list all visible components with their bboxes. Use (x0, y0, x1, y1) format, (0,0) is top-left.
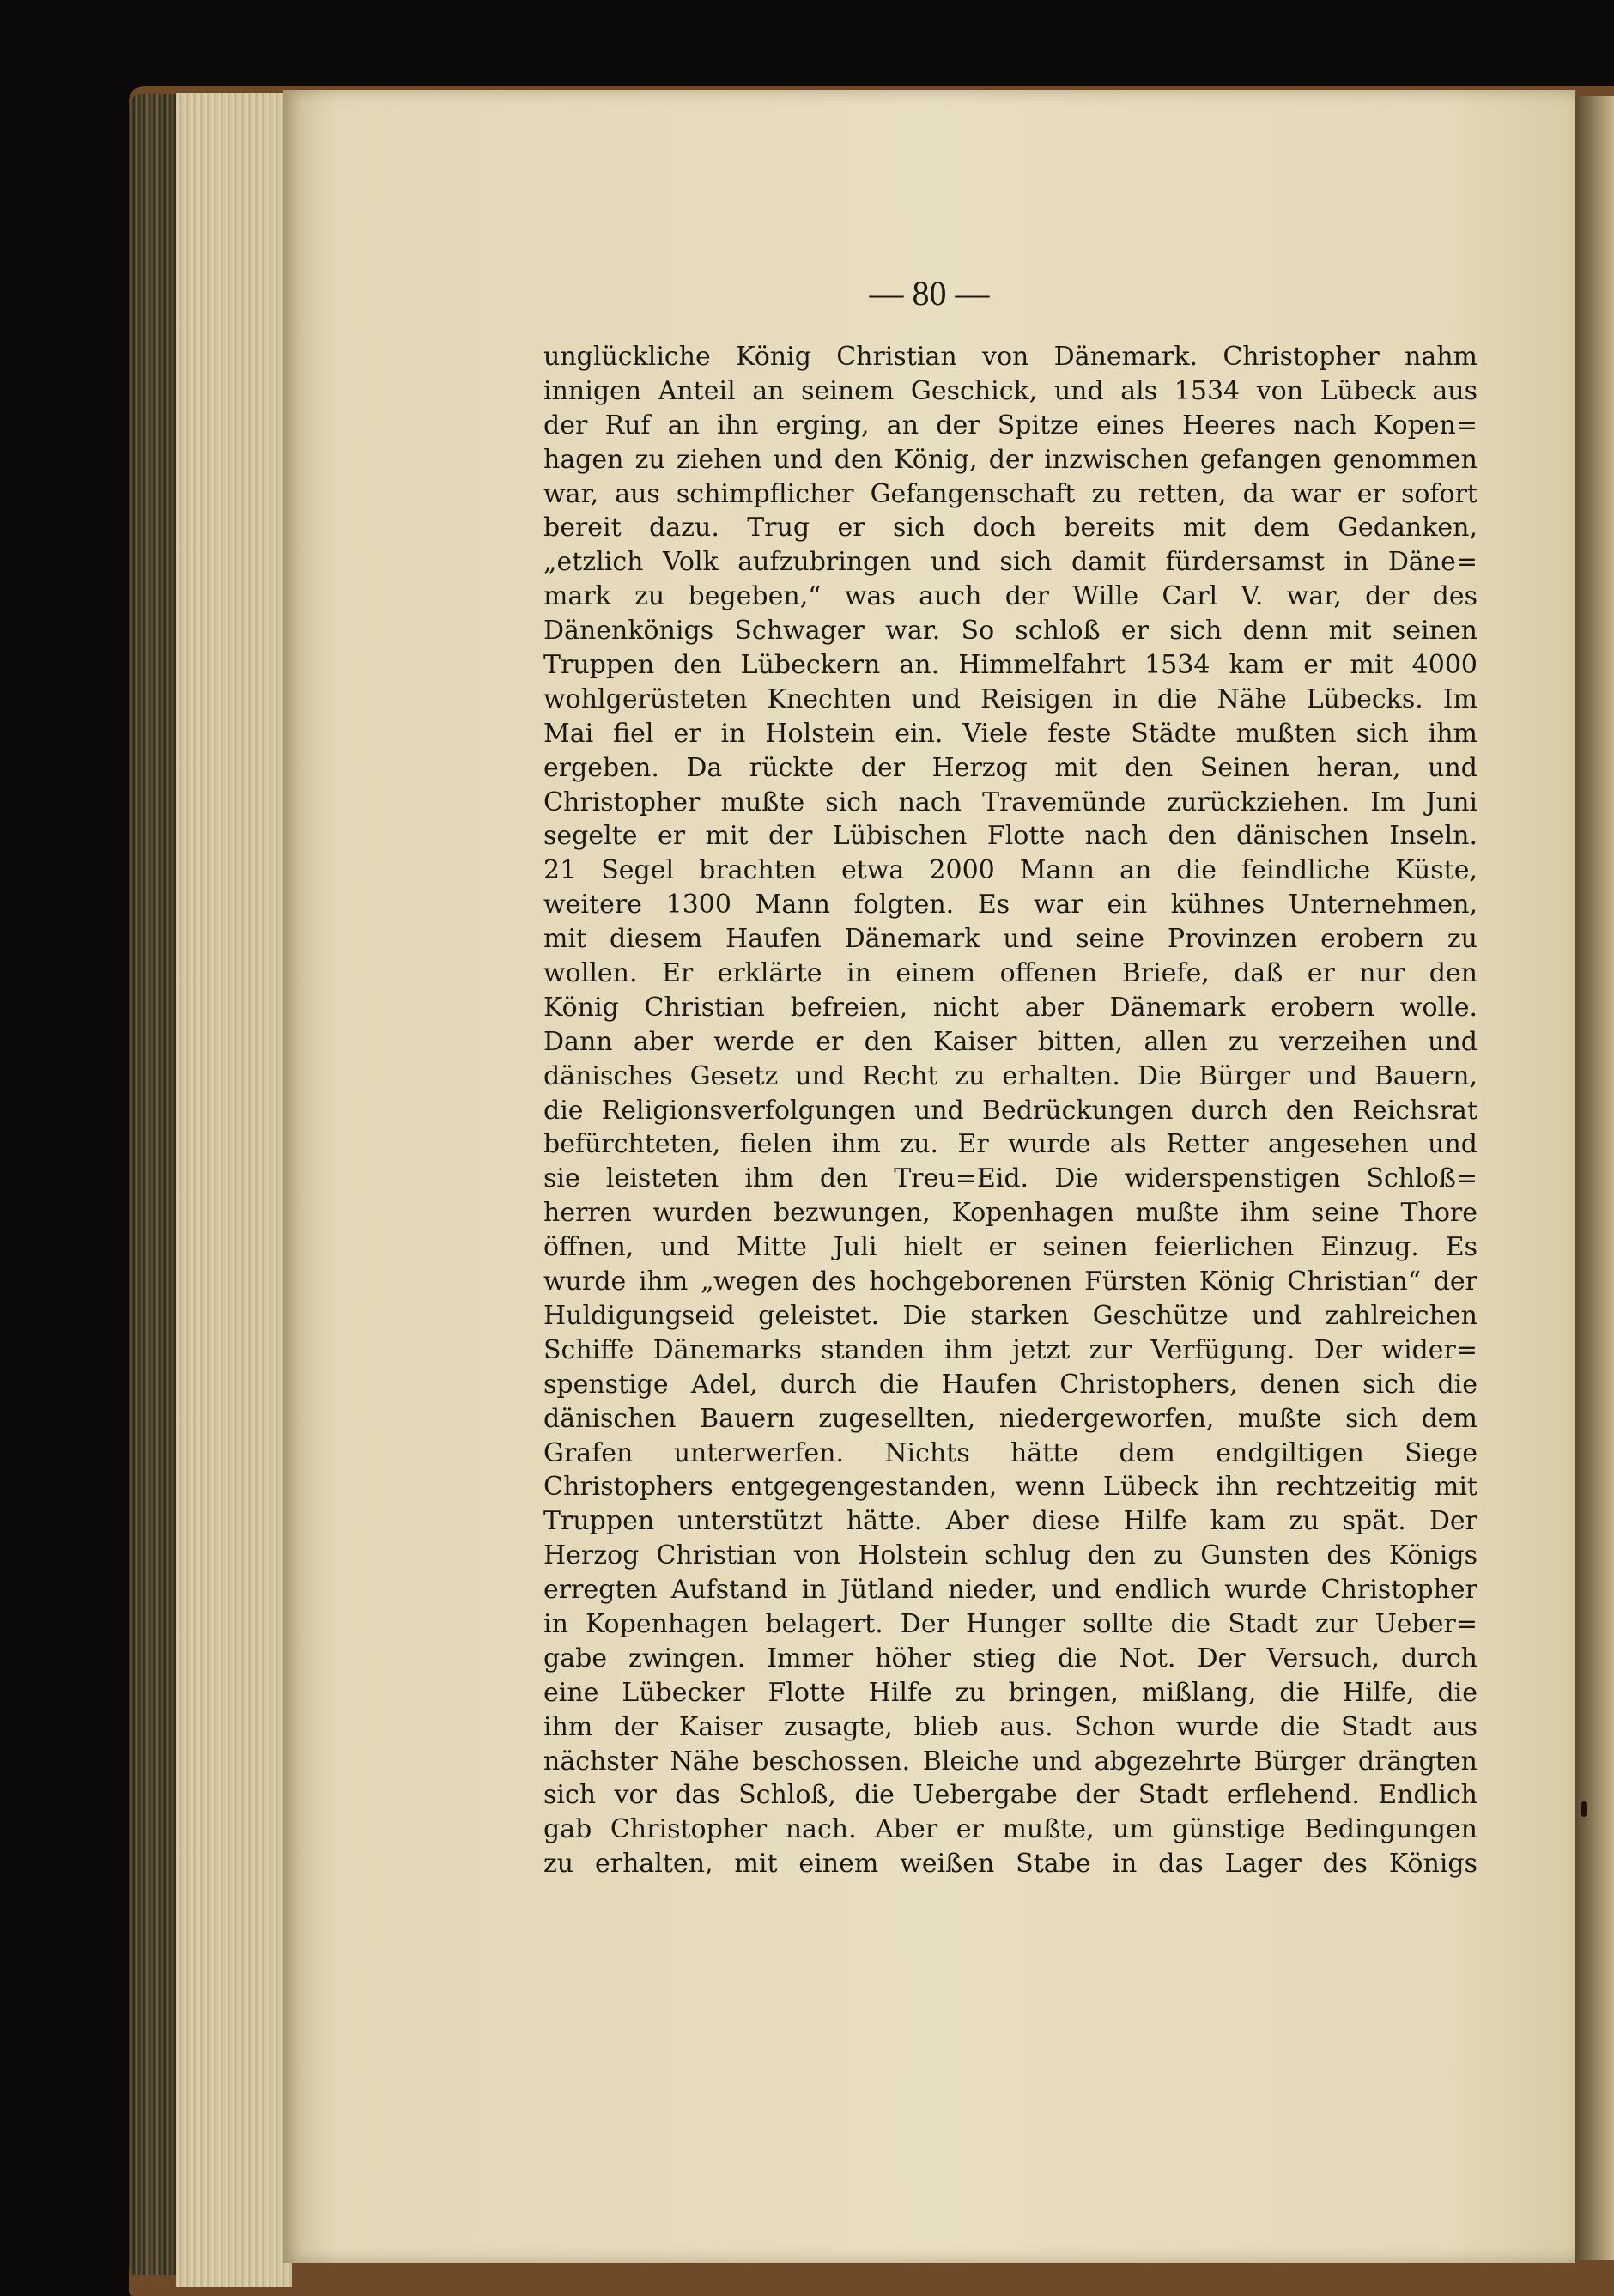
text-line: bereit dazu. Trug er sich doch bereits mit dem Gedanken, (543, 513, 1477, 544)
next-page-edge (1575, 96, 1614, 2260)
text-line: wollen. Er erklärte in einem offenen Briefe, daß er nur den (543, 958, 1477, 989)
text-line: Grafen unterwerfen. Nichts hätte dem endgiltigen Siege (543, 1437, 1477, 1468)
text-line: segelte er mit der Lübischen Flotte nach den dänischen Inseln. (543, 821, 1477, 852)
text-line: zu erhalten, mit einem weißen Stabe in das Lager des Königs (543, 1849, 1477, 1880)
text-line: mark zu begeben,“ was auch der Wille Carl V. war, der des (543, 581, 1477, 612)
text-line: hagen zu ziehen und den König, der inzwischen gefangen genommen (543, 444, 1477, 475)
text-line: sie leisteten ihm den Treu=Eid. Die widerspenstigen Schloß= (543, 1163, 1477, 1194)
text-line: 21 Segel brachten etwa 2000 Mann an die feindliche Küste, (543, 855, 1477, 886)
text-line: eine Lübecker Flotte Hilfe zu bringen, mißlang, die Hilfe, die (543, 1677, 1477, 1708)
text-line: Herzog Christian von Holstein schlug den zu Gunsten des Königs (543, 1540, 1477, 1571)
text-line: befürchteten, fielen ihm zu. Er wurde als Retter angesehen und (543, 1129, 1477, 1160)
text-line: gabe zwingen. Immer höher stieg die Not. Der Versuch, durch (543, 1643, 1477, 1673)
page-stack-edge (176, 93, 292, 2287)
text-line: gab Christopher nach. Aber er mußte, um günstige Bedingungen (543, 1814, 1477, 1845)
text-line: war, aus schimpflicher Gefangenschaft zu retten, da war er sofort (543, 478, 1477, 509)
text-line: öffnen, und Mitte Juli hielt er seinen feierlichen Einzug. Es (543, 1232, 1477, 1263)
text-line: wohlgerüsteten Knechten und Reisigen in die Nähe Lübecks. Im (543, 683, 1477, 714)
text-line: König Christian befreien, nicht aber Dänemark erobern wolle. (543, 992, 1477, 1023)
text-line: mit diesem Haufen Dänemark und seine Provinzen erobern zu (543, 924, 1477, 955)
text-line: innigen Anteil an seinem Geschick, und als 1534 von Lübeck aus (543, 375, 1477, 406)
text-line: dänischen Bauern zugesellten, niedergeworfen, mußte sich dem (543, 1403, 1477, 1434)
text-line: unglückliche König Christian von Dänemark. Christopher nahm (543, 342, 1477, 372)
text-line: sich vor das Schloß, die Uebergabe der Stadt erflehend. Endlich (543, 1780, 1477, 1811)
text-line: Christophers entgegengestanden, wenn Lübeck ihn rechtzeitig mit (543, 1472, 1477, 1503)
text-line: nächster Nähe beschossen. Bleiche und abgezehrte Bürger drängten (543, 1746, 1477, 1777)
text-line: Truppen den Lübeckern an. Himmelfahrt 1534 kam er mit 4000 (543, 650, 1477, 681)
text-line: Christopher mußte sich nach Travemünde zurückziehen. Im Juni (543, 787, 1477, 817)
text-line: weitere 1300 Mann folgten. Es war ein kühnes Unternehmen, (543, 890, 1477, 920)
margin-mark (1581, 1801, 1587, 1817)
text-line: ihm der Kaiser zusagte, blieb aus. Schon wurde die Stadt aus (543, 1711, 1477, 1742)
text-line: dänisches Gesetz und Recht zu erhalten. Die Bürger und Bauern, (543, 1060, 1477, 1091)
text-line: Huldigungseid geleistet. Die starken Geschütze und zahlreichen (543, 1300, 1477, 1331)
text-line: erregten Aufstand in Jütland nieder, und endlich wurde Christopher (543, 1575, 1477, 1606)
text-line: der Ruf an ihn erging, an der Spitze eines Heeres nach Kopen= (543, 410, 1477, 440)
text-line: ergeben. Da rückte der Herzog mit den Seinen heran, und (543, 752, 1477, 783)
text-line: wurde ihm „wegen des hochgeborenen Fürsten König Christian“ der (543, 1266, 1477, 1297)
text-line: Dann aber werde er den Kaiser bitten, allen zu verzeihen und (543, 1026, 1477, 1057)
text-line: Dänenkönigs Schwager war. So schloß er sich denn mit seinen (543, 616, 1477, 647)
text-line: die Religionsverfolgungen und Bedrückungen durch den Reichsrat (543, 1095, 1477, 1126)
body-text (543, 340, 1477, 1881)
text-line: spenstige Adel, durch die Haufen Christophers, denen sich die (543, 1369, 1477, 1400)
text-line: „etzlich Volk aufzubringen und sich damit fürdersamst in Däne= (543, 547, 1477, 578)
text-line: in Kopenhagen belagert. Der Hunger sollte die Stadt zur Ueber= (543, 1608, 1477, 1639)
text-line: Schiffe Dänemarks standen ihm jetzt zur Verfügung. Der wider= (543, 1334, 1477, 1365)
page-number-header: — 80 — (869, 274, 990, 313)
text-line: Truppen unterstützt hätte. Aber diese Hilfe kam zu spät. Der (543, 1506, 1477, 1537)
text-line: herren wurden bezwungen, Kopenhagen mußte ihm seine Thore (543, 1198, 1477, 1229)
text-line: Mai fiel er in Holstein ein. Viele feste Städte mußten sich ihm (543, 718, 1477, 749)
